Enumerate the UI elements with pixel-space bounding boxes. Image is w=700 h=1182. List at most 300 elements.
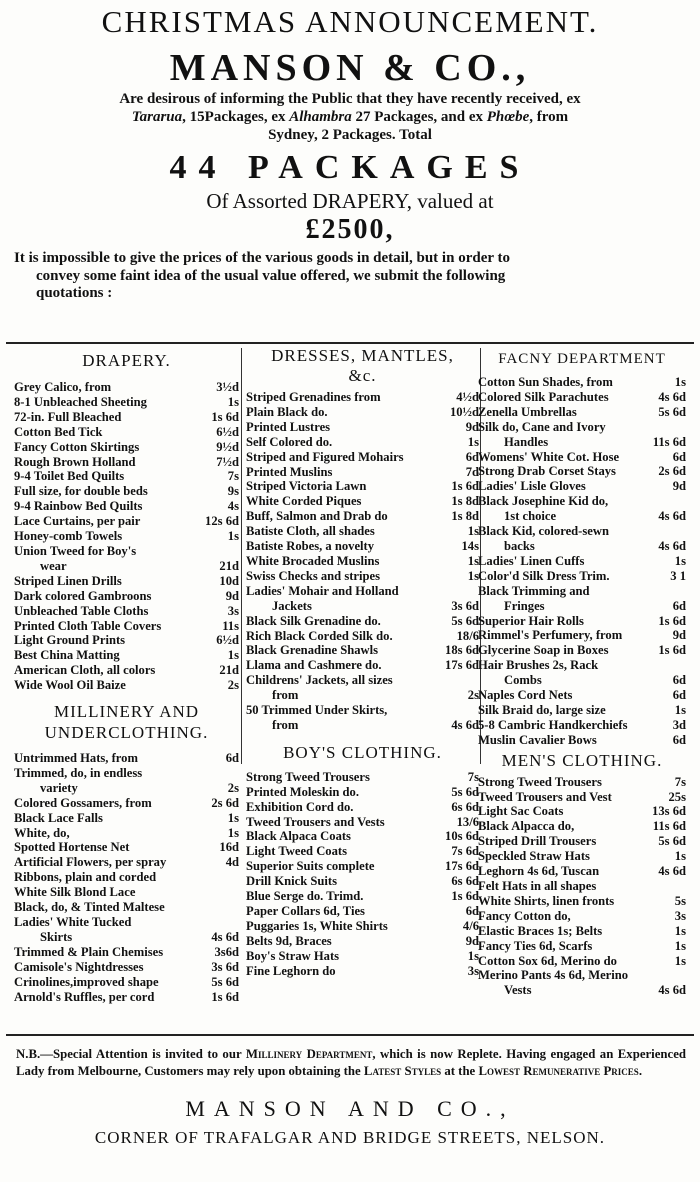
footer-address: CORNER OF TRAFALGAR AND BRIDGE STREETS, NELSON. (94, 1128, 606, 1147)
list-item (246, 815, 479, 830)
list-item (246, 658, 479, 673)
item-price: 5s 6d (658, 834, 686, 849)
item-name: Batiste Robes, a novelty (246, 539, 375, 554)
item-name: American Cloth, all colors (14, 663, 156, 678)
item-name: Untrimmed Hats, from (14, 751, 138, 766)
ship-name: Tararua (131, 109, 183, 125)
list-item (14, 395, 239, 410)
item-price: 1s 6d (211, 989, 239, 1004)
list-item (478, 954, 686, 969)
item-price: 7½d (216, 454, 239, 469)
item-name: Honey-comb Towels (14, 529, 123, 544)
list-item: Black Kid, colored-sewn backs 4s 6d (478, 524, 686, 553)
fancy-list-2 (478, 450, 686, 495)
item-name: Speckled Straw Hats (478, 849, 590, 864)
assorted-line: Of Assorted DRAPERY, valued at (206, 189, 494, 213)
firm-name: MANSON & CO., (169, 47, 531, 89)
item-name: Fancy Cotton Skirtings (14, 439, 140, 454)
item-name: Striped Victoria Lawn (246, 479, 367, 494)
list-item (478, 909, 686, 924)
item-price: 1s 6d (451, 479, 479, 494)
list-item (478, 614, 686, 629)
item-name: Felt Hats in all shapes (478, 879, 597, 893)
item-name: Self Colored do. (246, 434, 333, 449)
item-price: 4s 6d (658, 389, 686, 404)
item-price: 18s 6d (445, 643, 479, 658)
item-name: Swiss Checks and stripes (246, 568, 381, 583)
item-name: 5-8 Cambric Handkerchiefs (478, 717, 628, 732)
item-name: Zenella Umbrellas (478, 404, 577, 419)
item-price: 1s (227, 394, 239, 409)
list-item (14, 499, 239, 514)
item-name: Black, do, & Tinted Maltese (14, 900, 165, 915)
list-item (14, 410, 239, 425)
item-name: Leghorn 4s 6d, Tuscan (478, 864, 600, 879)
list-item (246, 420, 479, 435)
list-item: Trimmed, do, in endless variety 2s (14, 765, 239, 795)
drapery-heading: DRAPERY. (82, 351, 171, 370)
list-item (478, 450, 686, 465)
list-item (246, 919, 479, 934)
item-price: 3s 6d (211, 959, 239, 974)
item-name: Grey Calico, from (14, 380, 112, 394)
item-price: 10½d (449, 404, 479, 419)
item-name: Ladies' Linen Cuffs (478, 553, 585, 568)
dresses-heading: DRESSES, MANTLES, &c. (271, 346, 454, 385)
item-price: 2s (227, 678, 239, 693)
list-item (246, 889, 479, 904)
list-item (246, 539, 479, 554)
list-item (14, 840, 239, 855)
item-price: 9d (465, 933, 479, 948)
item-name: Buff, Salmon and Drab do (246, 509, 388, 524)
item-price: 7d (465, 464, 479, 479)
item-name: Printed Moleskin do. (246, 784, 359, 799)
list-item (478, 375, 686, 390)
list-item (478, 703, 686, 718)
item-name: 9-4 Rainbow Bed Quilts (14, 499, 143, 514)
list-item (14, 796, 239, 811)
list-item (246, 964, 479, 979)
list-item: 50 Trimmed Under Skirts, from 4s 6d (246, 703, 479, 732)
item-price: 21d (219, 663, 239, 678)
item-price: 6d (465, 449, 479, 464)
list-item (478, 939, 686, 954)
total-value: £2500, (305, 214, 395, 245)
item-name: Rimmel's Perfumery, from (478, 628, 623, 643)
list-item (14, 484, 239, 499)
item-price: 5s 6d (451, 784, 479, 799)
item-price: 1s (227, 529, 239, 544)
item-price: 1s (227, 648, 239, 663)
item-price: 1s (674, 375, 686, 389)
millinery-list-3 (14, 945, 239, 1005)
list-item (246, 829, 479, 844)
item-price: 1s (467, 948, 479, 963)
item-price: 17s 6d (445, 859, 479, 874)
item-name: Elastic Braces 1s; Belts (478, 923, 603, 938)
item-price (236, 870, 239, 885)
list-item (478, 834, 686, 849)
list-item (14, 855, 239, 870)
list-item (246, 629, 479, 644)
item-name: Light Sac Coats (478, 804, 564, 819)
item-name: Batiste Cloth, all shades (246, 524, 375, 539)
list-item (246, 770, 479, 785)
item-name: Strong Tweed Trousers (246, 769, 370, 784)
list-item (14, 663, 239, 678)
list-item (14, 960, 239, 975)
item-name: Belts 9d, Braces (246, 933, 332, 948)
footer-firm: MANSON AND CO., (185, 1096, 515, 1121)
list-item: Silk do, Cane and Ivory Handles 11s 6d (478, 419, 686, 449)
list-item (246, 554, 479, 569)
item-price: 3s (674, 908, 686, 923)
item-name: Dark colored Gambroons (14, 588, 152, 603)
list-item (14, 648, 239, 663)
item-price: 6d (672, 732, 686, 747)
arrival-paragraph: Are desirous of informing the Public that they have recently received, ex Tararua, 15Packages, ex Alhambra 27 Packages, and ex Phœbe, from Sydney, 2 Packages. Total (119, 91, 581, 143)
list-item (14, 975, 239, 990)
fancy-list-5 (478, 688, 686, 748)
list-item (478, 819, 686, 834)
list-item (478, 405, 686, 420)
announcement-title: CHRISTMAS ANNOUNCEMENT. (101, 4, 599, 39)
item-name: Tweed Trousers and Vest (478, 789, 612, 804)
item-price: 2s 6d (658, 464, 686, 479)
item-price: 1s (227, 810, 239, 825)
item-price: 11s (222, 618, 239, 633)
item-price: 1s (467, 553, 479, 568)
item-price: 1s 6d (211, 409, 239, 424)
list-item (14, 574, 239, 589)
column-dresses-boys (246, 346, 479, 979)
item-name: Colored Gossamers, from (14, 795, 152, 810)
dresses-list-2 (246, 614, 479, 674)
item-price: 6s 6d (451, 799, 479, 814)
list-item (14, 945, 239, 960)
list-item: Hair Brushes 2s, Rack Combs 6d (478, 658, 686, 688)
item-name: Printed Muslins (246, 464, 333, 479)
ship-name: Phœbe (486, 109, 530, 125)
list-item (478, 688, 686, 703)
item-name: Black Grenadine Shawls (246, 643, 379, 658)
item-name: Best China Matting (14, 648, 120, 663)
item-name: Glycerine Soap in Boxes (478, 643, 609, 658)
list-item (14, 826, 239, 841)
list-item: Ladies' Mohair and Holland Jackets 3s 6d (246, 583, 479, 613)
list-item (478, 554, 686, 569)
item-price: 9d (465, 419, 479, 434)
list-item (14, 811, 239, 826)
item-name: Wide Wool Oil Baize (14, 678, 126, 693)
list-item (478, 804, 686, 819)
item-name: Unbleached Table Cloths (14, 603, 149, 618)
item-name: Rich Black Corded Silk do. (246, 628, 393, 643)
item-name: Ladies' Lisle Gloves (478, 479, 586, 494)
item-price: 4s 6d (658, 864, 686, 879)
list-item (478, 733, 686, 748)
list-item (478, 924, 686, 939)
list-item (14, 529, 239, 544)
item-price: 4d (225, 855, 239, 870)
item-name: Cotton Sox 6d, Merino do (478, 953, 617, 968)
item-name: 9-4 Toilet Bed Quilts (14, 469, 125, 484)
list-item (14, 619, 239, 634)
item-name: White Corded Piques (246, 494, 362, 509)
boys-heading: BOY'S CLOTHING. (283, 742, 442, 762)
list-item (14, 990, 239, 1005)
item-price: 9d (672, 628, 686, 643)
fancy-list-4 (478, 614, 686, 659)
item-name: Crinolines,improved shape (14, 974, 159, 989)
list-item (14, 440, 239, 455)
fancy-list-3 (478, 554, 686, 584)
item-name: Silk Braid do, large size (478, 702, 606, 717)
item-name: Striped Linen Drills (14, 573, 122, 588)
item-name: Spotted Hortense Net (14, 840, 130, 855)
list-item (246, 844, 479, 859)
item-price: 17s 6d (445, 658, 479, 673)
list-item (478, 864, 686, 879)
item-name: Black Alpacca do, (478, 819, 575, 834)
list-item (478, 849, 686, 864)
item-name: Fancy Ties 6d, Scarfs (478, 938, 593, 953)
item-name: Plain Black do. (246, 404, 328, 419)
item-price: 1s (227, 825, 239, 840)
item-price: 6d (225, 751, 239, 766)
list-item (14, 469, 239, 484)
mens-heading: MEN'S CLOTHING. (501, 750, 663, 770)
item-name: Black Silk Grenadine do. (246, 613, 381, 628)
ship-name: Alhambra (289, 109, 352, 125)
drapery-list (14, 380, 239, 544)
list-item: Union Tweed for Boy's wear 21d (14, 543, 239, 573)
item-price: 13s 6d (652, 804, 686, 819)
item-price: 9½d (216, 439, 239, 454)
item-name: Fine Leghorn do (246, 963, 336, 978)
item-price: 1s (674, 938, 686, 953)
item-name: Cotton Sun Shades, from (478, 375, 613, 389)
item-price: 1s (674, 923, 686, 938)
list-item (246, 934, 479, 949)
list-item (246, 800, 479, 815)
item-price: 4/6 (462, 918, 479, 933)
list-item (478, 390, 686, 405)
item-name: Blue Serge do. Trimd. (246, 889, 364, 904)
item-price: 3s (467, 963, 479, 978)
list-item (246, 390, 479, 405)
item-price: 10s 6d (445, 829, 479, 844)
item-price: 9d (225, 588, 239, 603)
notice-paragraph: N.B.—Special Attention is invited to our Millinery Department, which is now Replete. Having engaged an Experienced Lady from Melbourne, Customers may rely upon obtaining the Latest Styles at the Lowest Remunerative Prices. (16, 1047, 687, 1078)
bottom-rule (6, 1034, 694, 1036)
list-item (246, 874, 479, 889)
item-name: Full size, for double beds (14, 484, 148, 499)
item-price: 9d (672, 479, 686, 494)
millinery-list (14, 751, 239, 766)
item-price (683, 879, 686, 894)
item-price: 13/6 (456, 814, 479, 829)
list-item (478, 569, 686, 584)
item-name: White Shirts, linen fronts (478, 893, 615, 908)
item-name: Paper Collars 6d, Ties (246, 904, 365, 918)
list-item (246, 509, 479, 524)
list-item (246, 435, 479, 450)
intro-paragraph: It is impossible to give the prices of the various goods in detail, but in order to convey some faint idea of the usual value offered, we submit the following quotations : (14, 250, 510, 301)
item-name: Printed Cloth Table Covers (14, 618, 162, 633)
item-name: 72-in. Full Bleached (14, 409, 122, 424)
mens-list (478, 775, 686, 969)
item-name: Rough Brown Holland (14, 454, 136, 469)
millinery-list-2 (14, 796, 239, 915)
item-price: 6d (465, 904, 479, 918)
list-item (246, 904, 479, 919)
list-item (246, 643, 479, 658)
list-item (14, 633, 239, 648)
list-item: Black Trimming and Fringes 6d (478, 583, 686, 613)
item-name: 8-1 Unbleached Sheeting (14, 394, 147, 409)
list-item (478, 718, 686, 733)
packages-heading: 44 PACKAGES (169, 149, 531, 186)
item-price: 1s (467, 524, 479, 539)
item-price: 3½d (216, 380, 239, 394)
item-name: Arnold's Ruffles, per cord (14, 989, 155, 1004)
item-name: Naples Cord Nets (478, 688, 573, 703)
item-name: Drill Knick Suits (246, 874, 337, 889)
item-price: 25s (668, 789, 686, 804)
item-price: 1s (674, 702, 686, 717)
item-price: 1s (467, 568, 479, 583)
price-columns (10, 346, 690, 1004)
item-name: Muslin Cavalier Bows (478, 732, 597, 747)
item-price: 7s (674, 774, 686, 789)
item-price: 5s 6d (211, 974, 239, 989)
item-price: 6½d (216, 633, 239, 648)
item-price: 10d (219, 573, 239, 588)
item-name: Boy's Straw Hats (246, 948, 340, 963)
list-item (246, 494, 479, 509)
item-price: 3 1 (670, 568, 686, 583)
item-price: 1s 8d (451, 509, 479, 524)
item-name: White, do, (14, 825, 70, 840)
item-name: White Brocaded Muslins (246, 553, 380, 568)
item-price: 7s (467, 769, 479, 784)
item-name: Light Tweed Coats (246, 844, 347, 859)
list-item (14, 589, 239, 604)
drapery-list-2 (14, 574, 239, 693)
list-item (14, 870, 239, 885)
list-item (478, 775, 686, 790)
item-name: White Silk Blond Lace (14, 885, 136, 900)
list-item (14, 678, 239, 693)
list-item: Ladies' White Tucked Skirts 4s 6d (14, 915, 239, 944)
item-name: Llama and Cashmere do. (246, 658, 382, 673)
item-price: 5s 6d (451, 613, 479, 628)
list-item (14, 885, 239, 900)
item-price: 1s 6d (658, 613, 686, 628)
list-item (478, 628, 686, 643)
item-price: 1s (674, 849, 686, 864)
item-name: Trimmed & Plain Chemises (14, 944, 164, 959)
list-item (246, 450, 479, 465)
item-price: 18/6 (456, 628, 479, 643)
item-name: Cotton Bed Tick (14, 424, 103, 439)
boys-list (246, 770, 479, 979)
list-item (246, 614, 479, 629)
list-item (478, 479, 686, 494)
list-item (478, 790, 686, 805)
item-name: Striped and Figured Mohairs (246, 449, 404, 464)
item-price: 4½d (456, 390, 479, 404)
item-name: Strong Drab Corset Stays (478, 464, 616, 479)
item-name: Camisole's Nightdresses (14, 959, 144, 974)
list-item (14, 425, 239, 440)
millinery-heading: MILLINERY AND UNDERCLOTHING. (44, 702, 209, 743)
list-item (478, 879, 686, 894)
item-price: 6s 6d (451, 874, 479, 889)
item-price: 12s 6d (205, 514, 239, 529)
item-price: 1s 8d (451, 494, 479, 509)
item-name: Striped Grenadines from (246, 390, 381, 404)
list-item (246, 785, 479, 800)
item-name: Lace Curtains, per pair (14, 514, 141, 529)
item-name: Artificial Flowers, per spray (14, 855, 167, 870)
list-item: Merino Pants 4s 6d, Merino Vests 4s 6d (478, 968, 686, 998)
item-name: Colored Silk Parachutes (478, 389, 609, 404)
item-price: 1s (467, 434, 479, 449)
item-name: Color'd Silk Dress Trim. (478, 568, 610, 583)
list-item (478, 643, 686, 658)
item-price: 1s (674, 553, 686, 568)
list-item (246, 569, 479, 584)
dresses-list (246, 390, 479, 584)
item-price: 3s6d (214, 944, 239, 959)
list-item (14, 751, 239, 766)
item-name: Printed Lustres (246, 419, 331, 434)
item-name: Black Alpaca Coats (246, 829, 351, 844)
list-item (246, 859, 479, 874)
list-item: Childrens' Jackets, all sizes from 2s (246, 673, 479, 703)
list-item (246, 405, 479, 420)
list-item (14, 514, 239, 529)
item-name: Black Lace Falls (14, 810, 103, 825)
list-item (14, 604, 239, 619)
item-price: 11s 6d (652, 819, 686, 834)
item-name: Ribbons, plain and corded (14, 870, 157, 885)
item-price: 5s 6d (658, 404, 686, 419)
item-price (236, 885, 239, 900)
item-name: Exhibition Cord do. (246, 799, 354, 814)
column-fancy-mens (478, 346, 686, 998)
item-name: Womens' White Cot. Hose (478, 449, 620, 464)
item-price: 9s (227, 484, 239, 499)
item-price: 3s (227, 603, 239, 618)
list-item (14, 900, 239, 915)
item-name: Striped Drill Trousers (478, 834, 597, 849)
list-item (478, 464, 686, 479)
item-name: Light Ground Prints (14, 633, 126, 648)
item-price: 14s (461, 539, 479, 554)
column-drapery-millinery (14, 346, 239, 1004)
top-rule (6, 342, 694, 344)
item-price: 16d (219, 840, 239, 855)
item-price: 1s 6d (658, 643, 686, 658)
item-name: Strong Tweed Trousers (478, 774, 602, 789)
list-item (246, 524, 479, 539)
list-item (246, 465, 479, 480)
list-item (14, 455, 239, 470)
